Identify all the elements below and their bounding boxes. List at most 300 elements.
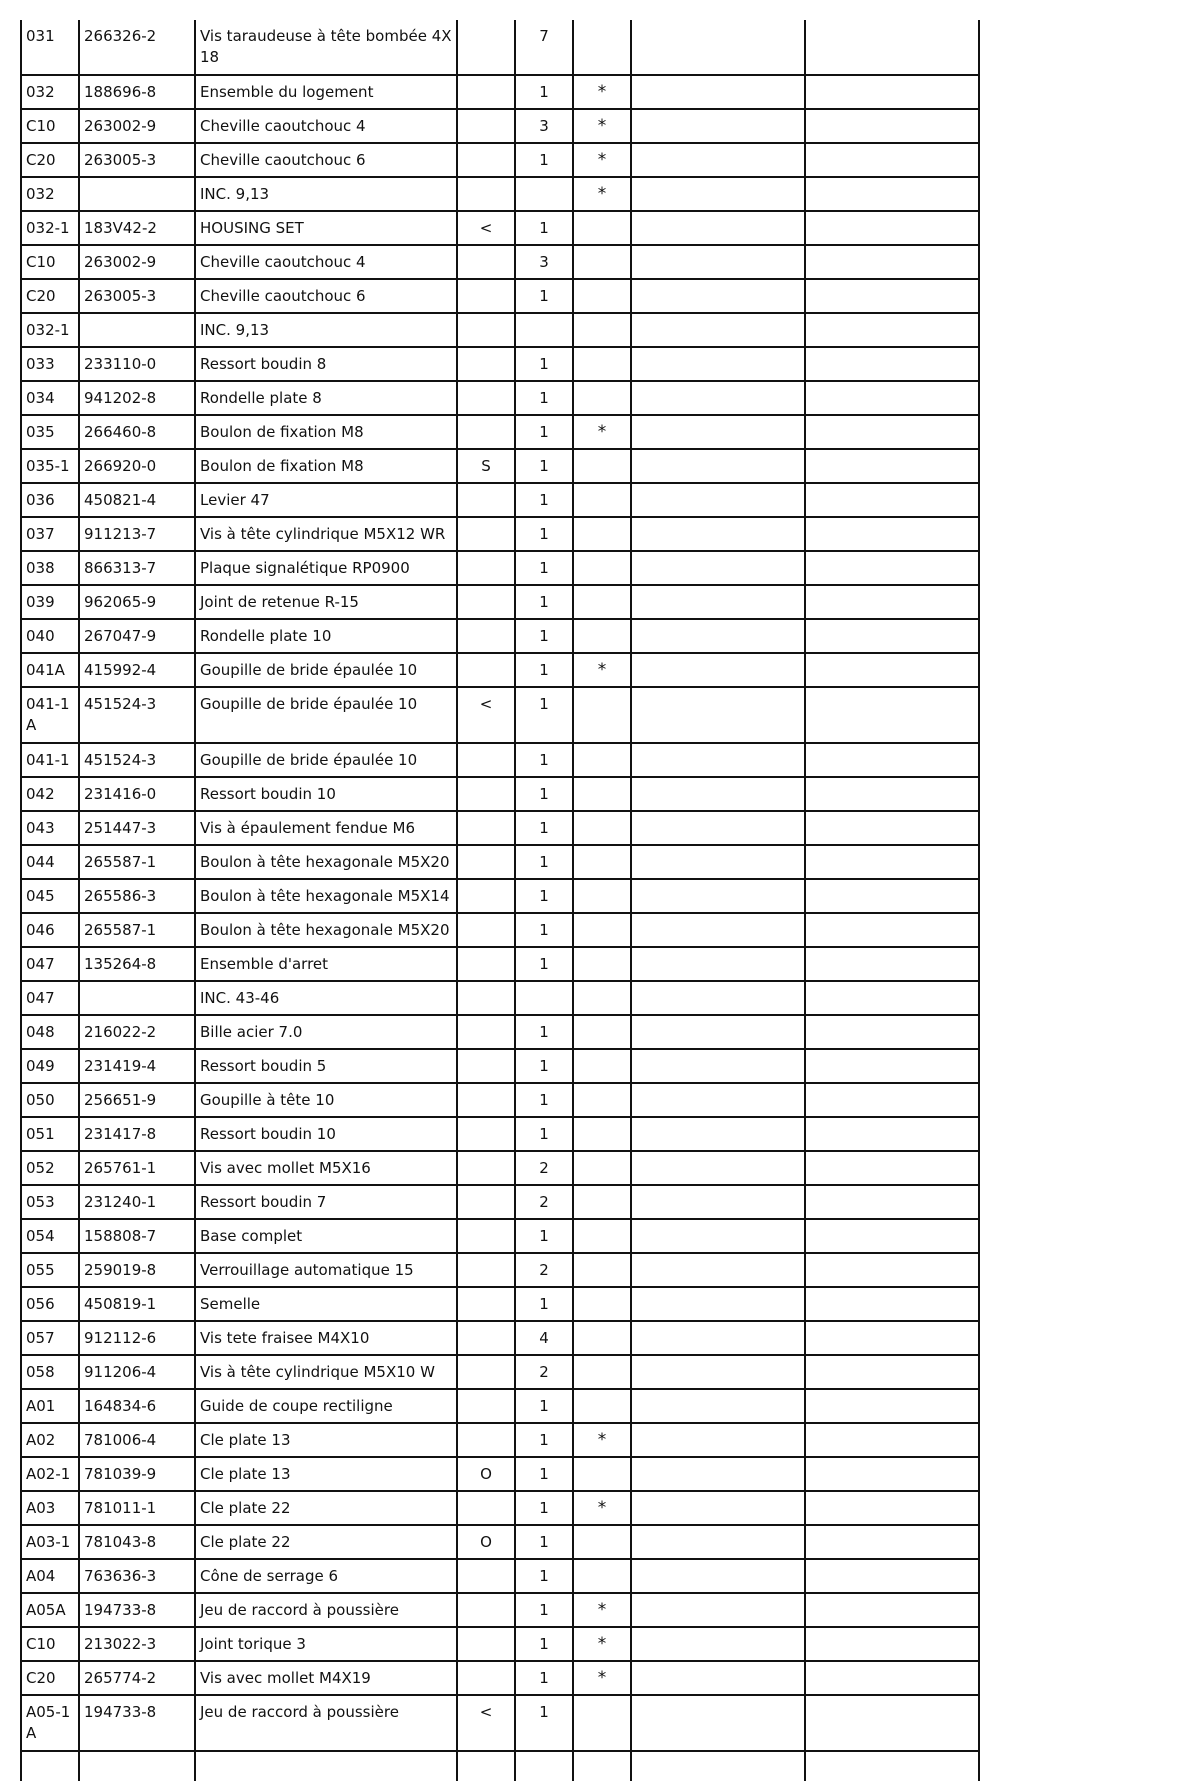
remark-cell bbox=[573, 913, 631, 947]
item-no-cell: 055 bbox=[21, 1253, 79, 1287]
part-no-cell: 164834-6 bbox=[79, 1389, 195, 1423]
remark-cell bbox=[573, 981, 631, 1015]
extra-a-cell bbox=[631, 1151, 805, 1185]
remark-cell: * bbox=[573, 177, 631, 211]
extra-a-cell bbox=[631, 75, 805, 109]
extra-a-cell bbox=[631, 777, 805, 811]
remark-cell bbox=[573, 551, 631, 585]
table-row bbox=[21, 517, 979, 551]
note-cell bbox=[457, 1287, 515, 1321]
description-cell: INC. 43-46 bbox=[195, 981, 457, 1015]
note-cell bbox=[457, 279, 515, 313]
note-cell bbox=[457, 777, 515, 811]
remark-cell: * bbox=[573, 1593, 631, 1627]
part-no-cell: 251447-3 bbox=[79, 811, 195, 845]
extra-b-cell bbox=[805, 777, 979, 811]
quantity-cell: 1 bbox=[515, 947, 573, 981]
remark-cell: * bbox=[573, 1661, 631, 1695]
table-row bbox=[21, 1661, 979, 1695]
description-cell: Cle plate 22 bbox=[195, 1491, 457, 1525]
empty-cell bbox=[79, 1751, 195, 1781]
quantity-cell: 1 bbox=[515, 211, 573, 245]
item-no-cell: 041-1 A bbox=[21, 687, 79, 743]
remark-cell bbox=[573, 743, 631, 777]
remark-cell bbox=[573, 313, 631, 347]
table-row bbox=[21, 20, 979, 75]
extra-a-cell bbox=[631, 743, 805, 777]
extra-a-cell bbox=[631, 1525, 805, 1559]
quantity-cell: 1 bbox=[515, 1457, 573, 1491]
table-row bbox=[21, 313, 979, 347]
part-no-cell bbox=[79, 981, 195, 1015]
quantity-cell: 1 bbox=[515, 743, 573, 777]
table-row bbox=[21, 1593, 979, 1627]
table-row bbox=[21, 879, 979, 913]
description-cell: Goupille de bride épaulée 10 bbox=[195, 653, 457, 687]
quantity-cell: 1 bbox=[515, 347, 573, 381]
description-cell: Boulon à tête hexagonale M5X20 bbox=[195, 845, 457, 879]
remark-cell bbox=[573, 245, 631, 279]
part-no-cell: 231417-8 bbox=[79, 1117, 195, 1151]
empty-cell bbox=[573, 1751, 631, 1781]
table-row bbox=[21, 109, 979, 143]
quantity-cell: 4 bbox=[515, 1321, 573, 1355]
part-no-cell: 266460-8 bbox=[79, 415, 195, 449]
extra-a-cell bbox=[631, 347, 805, 381]
note-cell bbox=[457, 1627, 515, 1661]
extra-b-cell bbox=[805, 143, 979, 177]
table-row bbox=[21, 1389, 979, 1423]
extra-a-cell bbox=[631, 1627, 805, 1661]
quantity-cell: 1 bbox=[515, 1015, 573, 1049]
empty-cell bbox=[805, 1751, 979, 1781]
remark-cell: * bbox=[573, 415, 631, 449]
extra-b-cell bbox=[805, 585, 979, 619]
extra-a-cell bbox=[631, 211, 805, 245]
note-cell bbox=[457, 845, 515, 879]
description-cell: HOUSING SET bbox=[195, 211, 457, 245]
remark-cell bbox=[573, 1083, 631, 1117]
remark-cell bbox=[573, 1015, 631, 1049]
quantity-cell: 1 bbox=[515, 913, 573, 947]
part-no-cell: 263005-3 bbox=[79, 279, 195, 313]
extra-a-cell bbox=[631, 1355, 805, 1389]
item-no-cell: 044 bbox=[21, 845, 79, 879]
item-no-cell: 040 bbox=[21, 619, 79, 653]
quantity-cell: 1 bbox=[515, 381, 573, 415]
description-cell: Jeu de raccord à poussière bbox=[195, 1695, 457, 1751]
extra-b-cell bbox=[805, 1491, 979, 1525]
extra-a-cell bbox=[631, 1559, 805, 1593]
table-row bbox=[21, 1559, 979, 1593]
table-row bbox=[21, 1525, 979, 1559]
extra-a-cell bbox=[631, 1695, 805, 1751]
note-cell bbox=[457, 245, 515, 279]
description-cell: Ressort boudin 5 bbox=[195, 1049, 457, 1083]
table-row bbox=[21, 845, 979, 879]
part-no-cell: 194733-8 bbox=[79, 1695, 195, 1751]
description-cell: Ressort boudin 10 bbox=[195, 1117, 457, 1151]
part-no-cell: 781043-8 bbox=[79, 1525, 195, 1559]
table-row bbox=[21, 913, 979, 947]
part-no-cell: 781011-1 bbox=[79, 1491, 195, 1525]
item-no-cell: 035 bbox=[21, 415, 79, 449]
part-no-cell: 263002-9 bbox=[79, 245, 195, 279]
table-row bbox=[21, 1355, 979, 1389]
extra-b-cell bbox=[805, 381, 979, 415]
part-no-cell: 194733-8 bbox=[79, 1593, 195, 1627]
remark-cell: * bbox=[573, 1491, 631, 1525]
extra-a-cell bbox=[631, 1593, 805, 1627]
note-cell bbox=[457, 20, 515, 75]
part-no-cell: 263002-9 bbox=[79, 109, 195, 143]
remark-cell bbox=[573, 585, 631, 619]
note-cell: O bbox=[457, 1525, 515, 1559]
extra-b-cell bbox=[805, 1593, 979, 1627]
part-no-cell: 256651-9 bbox=[79, 1083, 195, 1117]
note-cell bbox=[457, 811, 515, 845]
part-no-cell: 265587-1 bbox=[79, 845, 195, 879]
description-cell: Cheville caoutchouc 6 bbox=[195, 143, 457, 177]
note-cell bbox=[457, 1559, 515, 1593]
extra-b-cell bbox=[805, 1117, 979, 1151]
quantity-cell: 1 bbox=[515, 1423, 573, 1457]
part-no-cell: 781039-9 bbox=[79, 1457, 195, 1491]
quantity-cell: 1 bbox=[515, 449, 573, 483]
description-cell: Goupille à tête 10 bbox=[195, 1083, 457, 1117]
part-no-cell bbox=[79, 177, 195, 211]
description-cell: Boulon de fixation M8 bbox=[195, 415, 457, 449]
quantity-cell: 3 bbox=[515, 109, 573, 143]
item-no-cell: A05-1 A bbox=[21, 1695, 79, 1751]
description-cell: Guide de coupe rectiligne bbox=[195, 1389, 457, 1423]
note-cell bbox=[457, 879, 515, 913]
empty-cell bbox=[21, 1751, 79, 1781]
item-no-cell: A02-1 bbox=[21, 1457, 79, 1491]
quantity-cell: 1 bbox=[515, 143, 573, 177]
description-cell: Ensemble d'arret bbox=[195, 947, 457, 981]
remark-cell bbox=[573, 619, 631, 653]
note-cell bbox=[457, 347, 515, 381]
part-no-cell: 135264-8 bbox=[79, 947, 195, 981]
extra-a-cell bbox=[631, 947, 805, 981]
item-no-cell: 032-1 bbox=[21, 313, 79, 347]
table-row bbox=[21, 279, 979, 313]
extra-b-cell bbox=[805, 109, 979, 143]
remark-cell bbox=[573, 1151, 631, 1185]
description-cell: Semelle bbox=[195, 1287, 457, 1321]
part-no-cell: 911206-4 bbox=[79, 1355, 195, 1389]
extra-b-cell bbox=[805, 913, 979, 947]
note-cell bbox=[457, 1355, 515, 1389]
extra-b-cell bbox=[805, 1049, 979, 1083]
empty-cell bbox=[457, 1751, 515, 1781]
note-cell bbox=[457, 1389, 515, 1423]
item-no-cell: 036 bbox=[21, 483, 79, 517]
quantity-cell: 1 bbox=[515, 517, 573, 551]
remark-cell bbox=[573, 1253, 631, 1287]
extra-b-cell bbox=[805, 879, 979, 913]
note-cell bbox=[457, 1117, 515, 1151]
quantity-cell: 2 bbox=[515, 1151, 573, 1185]
extra-b-cell bbox=[805, 619, 979, 653]
quantity-cell: 1 bbox=[515, 483, 573, 517]
quantity-cell: 1 bbox=[515, 1593, 573, 1627]
quantity-cell: 1 bbox=[515, 585, 573, 619]
part-no-cell: 451524-3 bbox=[79, 743, 195, 777]
quantity-cell: 1 bbox=[515, 845, 573, 879]
extra-b-cell bbox=[805, 1661, 979, 1695]
extra-a-cell bbox=[631, 1321, 805, 1355]
table-row bbox=[21, 1083, 979, 1117]
note-cell: O bbox=[457, 1457, 515, 1491]
description-cell: Ressort boudin 7 bbox=[195, 1185, 457, 1219]
description-cell: Vis à tête cylindrique M5X12 WR bbox=[195, 517, 457, 551]
extra-b-cell bbox=[805, 1253, 979, 1287]
extra-b-cell bbox=[805, 1695, 979, 1751]
table-row bbox=[21, 777, 979, 811]
table-row bbox=[21, 75, 979, 109]
table-row bbox=[21, 1151, 979, 1185]
table-row bbox=[21, 1491, 979, 1525]
quantity-cell bbox=[515, 177, 573, 211]
extra-a-cell bbox=[631, 1185, 805, 1219]
extra-a-cell bbox=[631, 1491, 805, 1525]
extra-a-cell bbox=[631, 551, 805, 585]
table-row bbox=[21, 1457, 979, 1491]
note-cell bbox=[457, 381, 515, 415]
extra-a-cell bbox=[631, 879, 805, 913]
extra-b-cell bbox=[805, 415, 979, 449]
quantity-cell: 1 bbox=[515, 777, 573, 811]
extra-b-cell bbox=[805, 653, 979, 687]
remark-cell bbox=[573, 1117, 631, 1151]
extra-b-cell bbox=[805, 347, 979, 381]
extra-b-cell bbox=[805, 1559, 979, 1593]
remark-cell bbox=[573, 811, 631, 845]
extra-a-cell bbox=[631, 687, 805, 743]
extra-b-cell bbox=[805, 449, 979, 483]
quantity-cell bbox=[515, 981, 573, 1015]
table-row bbox=[21, 449, 979, 483]
note-cell bbox=[457, 483, 515, 517]
item-no-cell: 058 bbox=[21, 1355, 79, 1389]
item-no-cell: 039 bbox=[21, 585, 79, 619]
quantity-cell: 1 bbox=[515, 415, 573, 449]
description-cell: Base complet bbox=[195, 1219, 457, 1253]
note-cell bbox=[457, 1491, 515, 1525]
remark-cell bbox=[573, 777, 631, 811]
remark-cell bbox=[573, 1185, 631, 1219]
empty-cell bbox=[631, 1751, 805, 1781]
extra-b-cell bbox=[805, 245, 979, 279]
table-row bbox=[21, 619, 979, 653]
extra-a-cell bbox=[631, 449, 805, 483]
note-cell bbox=[457, 619, 515, 653]
extra-b-cell bbox=[805, 1287, 979, 1321]
quantity-cell: 1 bbox=[515, 1219, 573, 1253]
description-cell: Vis tete fraisee M4X10 bbox=[195, 1321, 457, 1355]
item-no-cell: 034 bbox=[21, 381, 79, 415]
note-cell bbox=[457, 1151, 515, 1185]
table-row bbox=[21, 981, 979, 1015]
remark-cell bbox=[573, 1287, 631, 1321]
note-cell bbox=[457, 1219, 515, 1253]
table-row bbox=[21, 743, 979, 777]
remark-cell bbox=[573, 1355, 631, 1389]
table-row bbox=[21, 1287, 979, 1321]
description-cell: Verrouillage automatique 15 bbox=[195, 1253, 457, 1287]
table-row bbox=[21, 687, 979, 743]
extra-b-cell bbox=[805, 1389, 979, 1423]
description-cell: Joint de retenue R-15 bbox=[195, 585, 457, 619]
table-row bbox=[21, 381, 979, 415]
extra-b-cell bbox=[805, 20, 979, 75]
table-row bbox=[21, 653, 979, 687]
part-no-cell: 233110-0 bbox=[79, 347, 195, 381]
item-no-cell: 041-1 bbox=[21, 743, 79, 777]
table-row bbox=[21, 415, 979, 449]
extra-a-cell bbox=[631, 20, 805, 75]
note-cell bbox=[457, 313, 515, 347]
remark-cell: * bbox=[573, 1627, 631, 1661]
quantity-cell: 2 bbox=[515, 1253, 573, 1287]
remark-cell bbox=[573, 279, 631, 313]
remark-cell bbox=[573, 483, 631, 517]
item-no-cell: 052 bbox=[21, 1151, 79, 1185]
extra-a-cell bbox=[631, 483, 805, 517]
extra-b-cell bbox=[805, 1423, 979, 1457]
table-row bbox=[21, 1117, 979, 1151]
table-row bbox=[21, 1253, 979, 1287]
table-row bbox=[21, 947, 979, 981]
table-row bbox=[21, 1423, 979, 1457]
extra-b-cell bbox=[805, 75, 979, 109]
extra-b-cell bbox=[805, 743, 979, 777]
extra-a-cell bbox=[631, 981, 805, 1015]
note-cell bbox=[457, 517, 515, 551]
item-no-cell: C10 bbox=[21, 109, 79, 143]
part-no-cell: 415992-4 bbox=[79, 653, 195, 687]
remark-cell bbox=[573, 687, 631, 743]
extra-a-cell bbox=[631, 109, 805, 143]
empty-cell bbox=[195, 1751, 457, 1781]
empty-cell bbox=[515, 1751, 573, 1781]
extra-a-cell bbox=[631, 1423, 805, 1457]
description-cell: Vis à épaulement fendue M6 bbox=[195, 811, 457, 845]
extra-a-cell bbox=[631, 1661, 805, 1695]
part-no-cell: 265761-1 bbox=[79, 1151, 195, 1185]
note-cell bbox=[457, 1083, 515, 1117]
quantity-cell: 1 bbox=[515, 1661, 573, 1695]
extra-a-cell bbox=[631, 517, 805, 551]
extra-b-cell bbox=[805, 947, 979, 981]
extra-b-cell bbox=[805, 1185, 979, 1219]
quantity-cell: 1 bbox=[515, 687, 573, 743]
part-no-cell: 231416-0 bbox=[79, 777, 195, 811]
part-no-cell: 941202-8 bbox=[79, 381, 195, 415]
remark-cell bbox=[573, 517, 631, 551]
item-no-cell: A04 bbox=[21, 1559, 79, 1593]
extra-a-cell bbox=[631, 913, 805, 947]
remark-cell: * bbox=[573, 653, 631, 687]
remark-cell: * bbox=[573, 75, 631, 109]
part-no-cell: 265774-2 bbox=[79, 1661, 195, 1695]
description-cell: Jeu de raccord à poussière bbox=[195, 1593, 457, 1627]
extra-b-cell bbox=[805, 1083, 979, 1117]
item-no-cell: C10 bbox=[21, 1627, 79, 1661]
description-cell: Rondelle plate 8 bbox=[195, 381, 457, 415]
note-cell: S bbox=[457, 449, 515, 483]
item-no-cell: 048 bbox=[21, 1015, 79, 1049]
description-cell: Ensemble du logement bbox=[195, 75, 457, 109]
quantity-cell: 2 bbox=[515, 1355, 573, 1389]
table-row bbox=[21, 1321, 979, 1355]
description-cell: Cheville caoutchouc 4 bbox=[195, 245, 457, 279]
extra-b-cell bbox=[805, 687, 979, 743]
remark-cell bbox=[573, 947, 631, 981]
part-no-cell: 188696-8 bbox=[79, 75, 195, 109]
extra-a-cell bbox=[631, 143, 805, 177]
note-cell bbox=[457, 743, 515, 777]
quantity-cell: 1 bbox=[515, 279, 573, 313]
description-cell: INC. 9,13 bbox=[195, 313, 457, 347]
remark-cell bbox=[573, 1525, 631, 1559]
note-cell bbox=[457, 143, 515, 177]
part-no-cell: 265587-1 bbox=[79, 913, 195, 947]
part-no-cell: 267047-9 bbox=[79, 619, 195, 653]
quantity-cell: 1 bbox=[515, 1117, 573, 1151]
part-no-cell: 231240-1 bbox=[79, 1185, 195, 1219]
description-cell: Joint torique 3 bbox=[195, 1627, 457, 1661]
note-cell bbox=[457, 913, 515, 947]
item-no-cell: 042 bbox=[21, 777, 79, 811]
item-no-cell: A03-1 bbox=[21, 1525, 79, 1559]
note-cell bbox=[457, 109, 515, 143]
extra-a-cell bbox=[631, 811, 805, 845]
extra-b-cell bbox=[805, 1457, 979, 1491]
note-cell: < bbox=[457, 211, 515, 245]
description-cell: Vis avec mollet M4X19 bbox=[195, 1661, 457, 1695]
extra-a-cell bbox=[631, 279, 805, 313]
description-cell: Boulon de fixation M8 bbox=[195, 449, 457, 483]
remark-cell bbox=[573, 845, 631, 879]
table-row bbox=[21, 1219, 979, 1253]
extra-b-cell bbox=[805, 1015, 979, 1049]
table-row-empty bbox=[21, 1751, 979, 1781]
remark-cell: * bbox=[573, 109, 631, 143]
part-no-cell: 962065-9 bbox=[79, 585, 195, 619]
item-no-cell: 049 bbox=[21, 1049, 79, 1083]
remark-cell bbox=[573, 381, 631, 415]
description-cell: Ressort boudin 10 bbox=[195, 777, 457, 811]
extra-a-cell bbox=[631, 1015, 805, 1049]
description-cell: Cheville caoutchouc 6 bbox=[195, 279, 457, 313]
extra-b-cell bbox=[805, 483, 979, 517]
item-no-cell: 033 bbox=[21, 347, 79, 381]
table-row bbox=[21, 177, 979, 211]
quantity-cell: 1 bbox=[515, 75, 573, 109]
remark-cell bbox=[573, 1457, 631, 1491]
extra-a-cell bbox=[631, 1287, 805, 1321]
item-no-cell: A05A bbox=[21, 1593, 79, 1627]
extra-b-cell bbox=[805, 177, 979, 211]
description-cell: Bille acier 7.0 bbox=[195, 1015, 457, 1049]
extra-b-cell bbox=[805, 1219, 979, 1253]
item-no-cell: 046 bbox=[21, 913, 79, 947]
extra-b-cell bbox=[805, 279, 979, 313]
part-no-cell: 450821-4 bbox=[79, 483, 195, 517]
